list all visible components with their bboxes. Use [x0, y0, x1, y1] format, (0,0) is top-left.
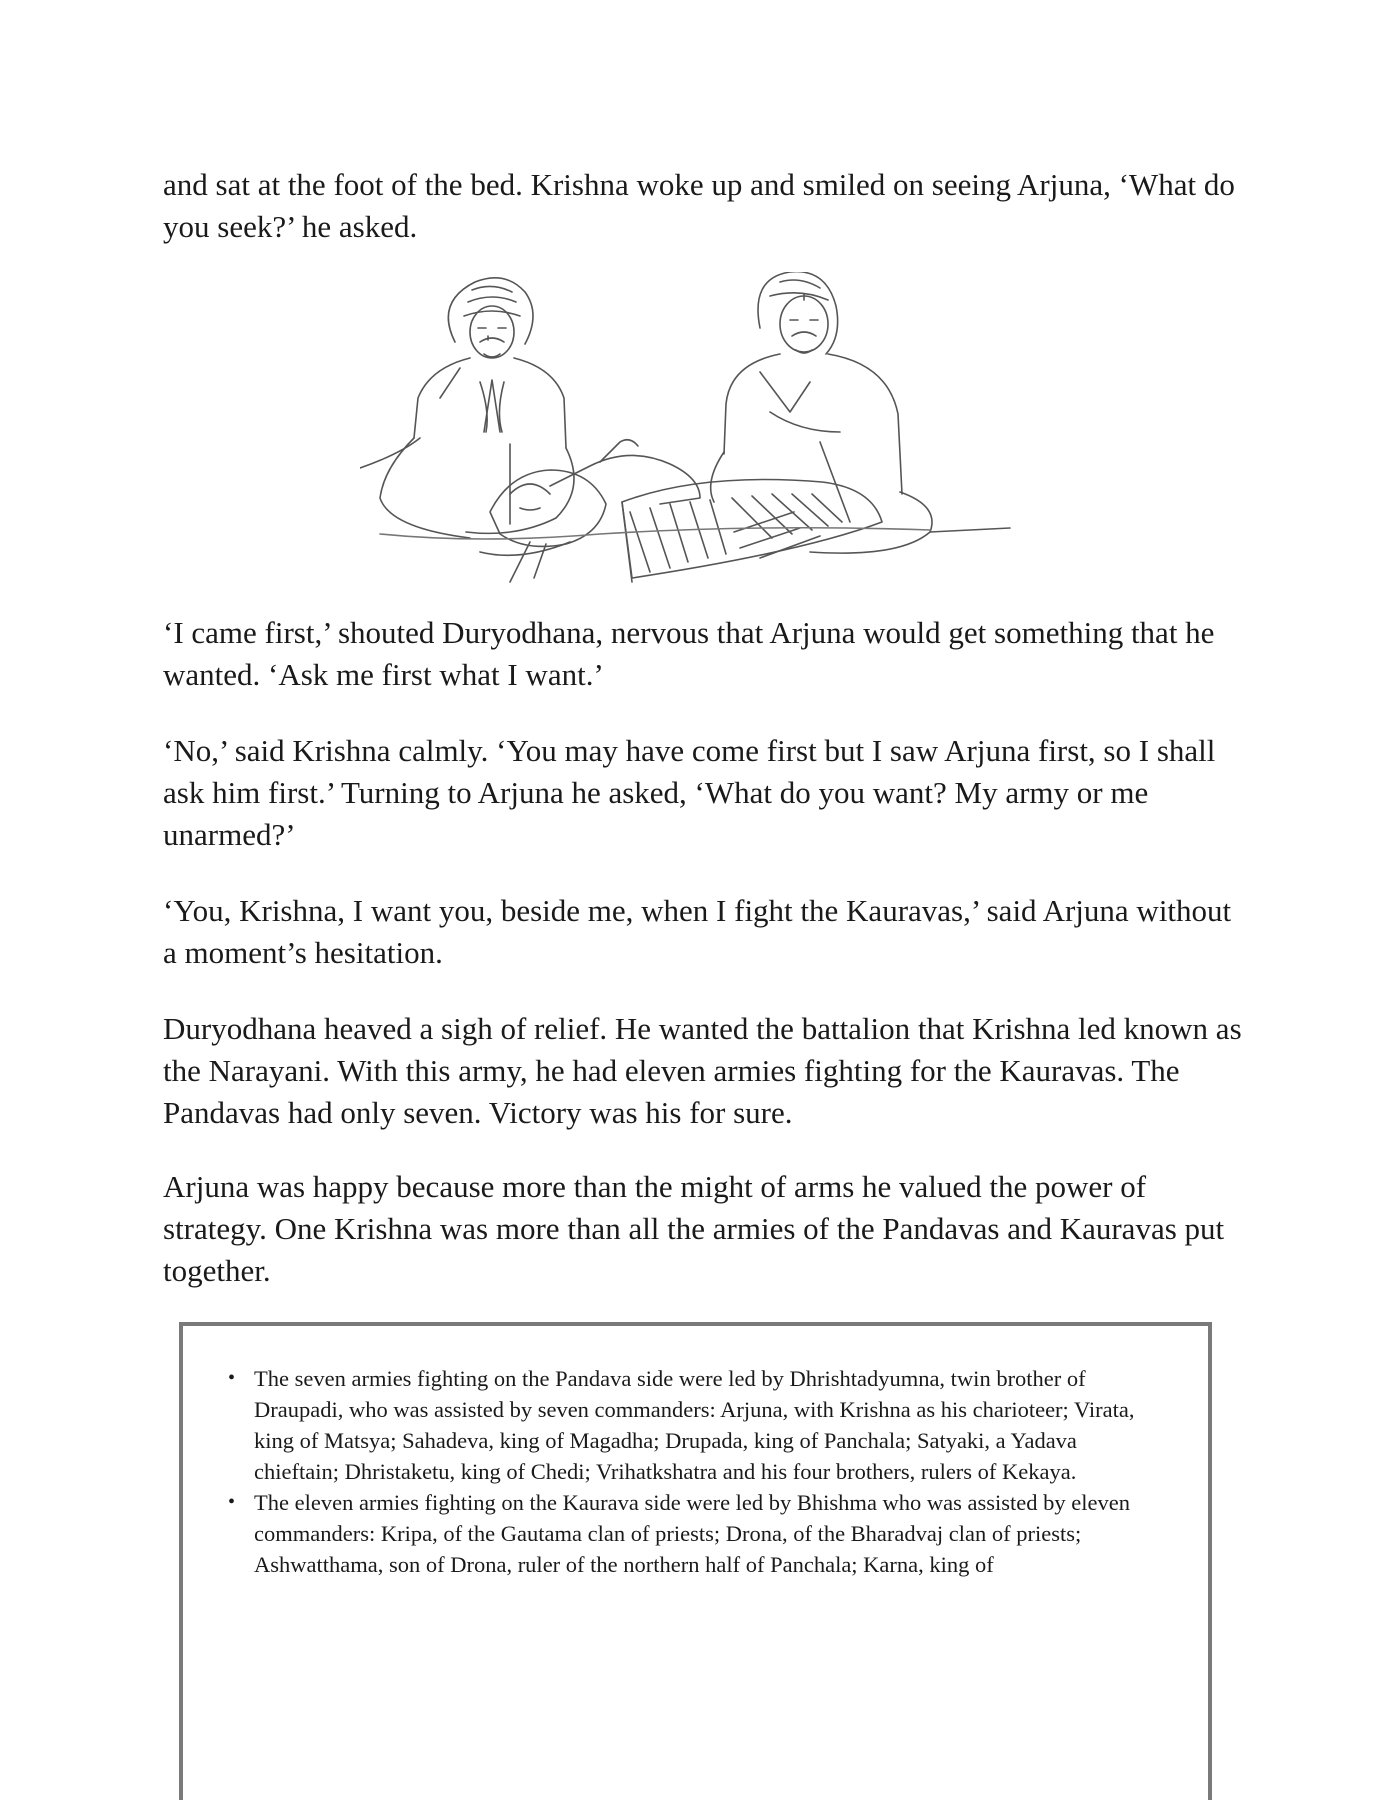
paragraph-arjuna-chooses-krishna: ‘You, Krishna, I want you, beside me, when I fight the Kauravas,’ said Arjuna without a moment’s hesitation. — [163, 893, 1232, 970]
note-item-pandava-armies — [228, 1363, 1154, 1487]
duryodhana-figure — [360, 278, 574, 538]
notes-list — [228, 1363, 1154, 1580]
arjuna-figure — [711, 272, 1010, 553]
note-item-kaurava-armies — [228, 1487, 1154, 1580]
note-text: The seven armies fighting on the Pandava side were led by Dhrishtadyumna, twin brother of Draupadi, who was assisted by seven commanders: Arjuna, with Krishna as his charioteer; Virata, king of Matsya; Sahadeva, king of Magadha; Drupada, king of Panchala; Satyaki, a Yadava chieftain; Dhristaketu, king of Chedi; Vrihatkshatra and his four brothers, rulers of Kekaya. — [254, 1366, 1135, 1484]
paragraph-krishna-asks-arjuna: ‘No,’ said Krishna calmly. ‘You may have come first but I saw Arjuna first, so I shall ask him first.’ Turning to Arjuna he asked, ‘What do you want? My army or me unarmed?’ — [163, 733, 1216, 852]
illustration-krishna-arjuna-duryodhana — [360, 272, 1030, 590]
paragraph-krishna-wakes: and sat at the foot of the bed. Krishna woke up and smiled on seeing Arjuna, ‘What do you seek?’ he asked. — [163, 167, 1235, 244]
paragraph-arjuna-happy: Arjuna was happy because more than the might of arms he valued the power of strategy. One Krishna was more than all the armies of the Pandavas and Kauravas put together. — [163, 1169, 1225, 1288]
bullet-glyph: • — [228, 1367, 236, 1389]
paragraph-duryodhana-came-first: ‘I came first,’ shouted Duryodhana, nervous that Arjuna would get something that he wanted. ‘Ask me first what I want.’ — [163, 615, 1215, 692]
bullet-glyph: • — [228, 1491, 236, 1513]
paragraph-duryodhana-relief: Duryodhana heaved a sigh of relief. He wanted the battalion that Krishna led known as the Narayani. With this army, he had eleven armies fighting for the Kauravas. The Pandavas had only seven. Victory was his for sure. — [163, 1011, 1242, 1130]
note-text: The eleven armies fighting on the Kaurava side were led by Bhishma who was assisted by eleven commanders: Kripa, of the Gautama clan of priests; Drona, of the Bharadvaj clan of priests; Ashwatthama, son of Drona, ruler of the northern half of Panchala; Karna, king of — [254, 1490, 1130, 1577]
